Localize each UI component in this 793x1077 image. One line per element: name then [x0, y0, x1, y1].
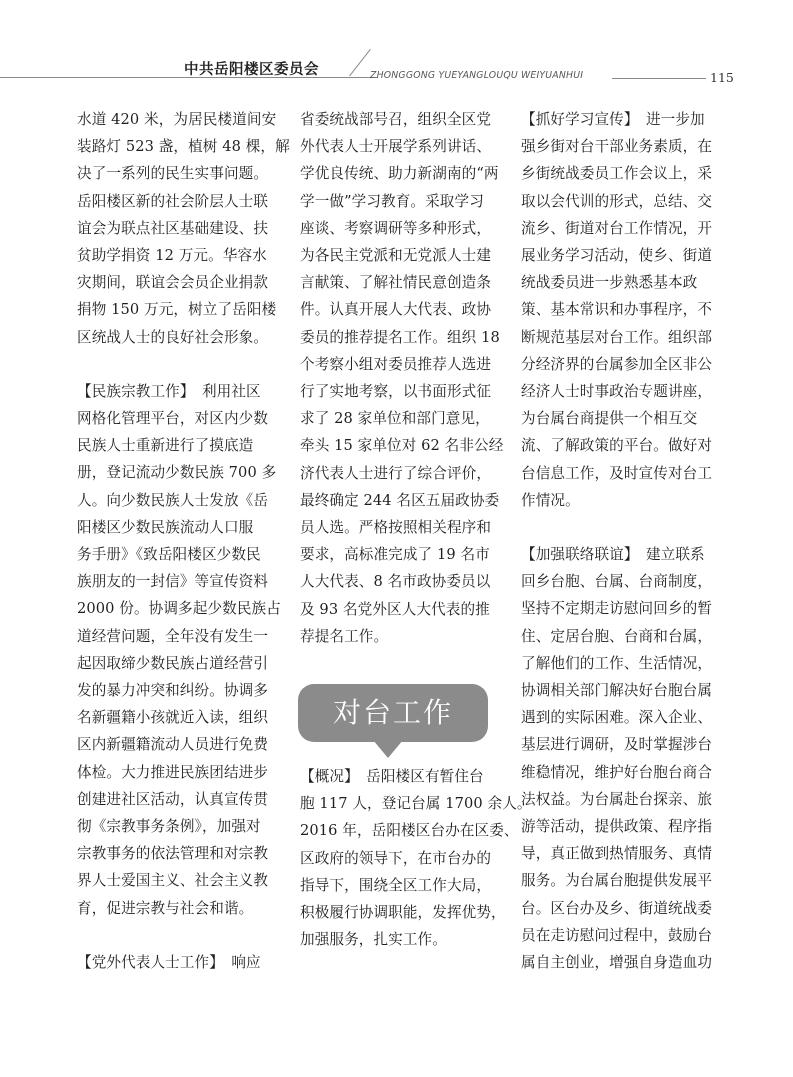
text-line: 员人选。严格按照相关程序和 [300, 519, 492, 537]
paragraph [300, 763, 532, 953]
text-line: 族朋友的一封信》等宣传资料 [77, 573, 269, 591]
page-number: 115 [710, 70, 734, 85]
text-line: 维稳情况，维护好台胞台商合 [521, 763, 713, 781]
text-line: 导，真正做到热情服务、真情 [521, 845, 713, 863]
text-line: 乡街统战委员工作会议上，采 [521, 165, 713, 183]
text-line: 网格化管理平台，对区内少数 [77, 410, 269, 428]
running-header-pinyin: ZHONGGONG YUEYANGLOUQU WEIYUANHUI [370, 70, 584, 81]
text-line: 【民族宗教工作】 利用社区 [77, 382, 261, 400]
text-line: 行了实地考察，以书面形式征 [300, 383, 492, 401]
text-line: 阳楼区少数民族流动人口服 [77, 518, 254, 536]
text-line: 策、基本常识和办事程序，不 [521, 301, 713, 319]
text-line: 强乡街对台干部业务素质，在 [521, 138, 713, 156]
paragraph [77, 949, 277, 976]
text-line: 2016 年，岳阳楼区台办在区委、 [300, 822, 519, 840]
text-line: 属自主创业，增强自身造血功 [521, 954, 713, 972]
text-line: 遇到的实际困难。深入企业、 [521, 709, 713, 727]
text-line: 【概况】 岳阳楼区有暂住台 [300, 768, 484, 786]
text-line: 指导下，围绕全区工作大局， [300, 876, 492, 894]
text-line: 育，促进宗教与社会和谐。 [77, 899, 254, 917]
text-line: 断规范基层对台工作。组织部 [521, 328, 713, 346]
text-line: 胞 117 人，登记台属 1700 余人。 [300, 795, 532, 813]
text-line: 取以会代训的形式，总结、交 [521, 192, 713, 210]
text-line: 【党外代表人士工作】 响应 [77, 953, 261, 971]
text-line: 游等活动，提供政策、程序指 [521, 818, 713, 836]
text-line: 【加强联络联谊】 建立联系 [521, 546, 705, 564]
text-line: 发的暴力冲突和纠纷。协调多 [77, 682, 269, 700]
text-line: 分经济界的台属参加全区非公 [521, 355, 713, 373]
text-column-2 [300, 106, 532, 953]
text-line: 济代表人士进行了综合评价， [300, 464, 492, 482]
text-line: 人大代表、8 名市政协委员以 [300, 573, 491, 591]
section-heading-bubble-tail [373, 740, 403, 758]
paragraph [521, 541, 721, 976]
text-line: 求了 28 家单位和部门意见， [300, 410, 490, 428]
text-line: 加强服务，扎实工作。 [300, 931, 447, 949]
text-line: 灾期间，联谊会会员企业捐款 [77, 274, 269, 292]
header-rule-right [612, 78, 706, 79]
text-line: 及 93 名党外区人大代表的推 [300, 600, 490, 618]
paragraph [77, 106, 290, 351]
text-line: 最终确定 244 名区五届政协委 [300, 491, 500, 509]
text-line: 人。向少数民族人士发放《岳 [77, 491, 269, 509]
text-line: 言献策、了解社情民意创造条 [300, 274, 492, 292]
text-line: 展业务学习活动，使乡、街道 [521, 247, 713, 265]
text-line: 决了一系列的民生实事问题。 [77, 165, 269, 183]
text-line: 区内新疆籍流动人员进行免费 [77, 736, 269, 754]
text-line: 道经营问题，全年没有发生一 [77, 627, 269, 645]
text-column-1 [77, 106, 290, 976]
text-line: 谊会为联点社区基础建设、扶 [77, 219, 269, 237]
text-line: 件。认真开展人大代表、政协 [300, 301, 492, 319]
paragraph [77, 378, 281, 922]
text-line: 省委统战部号召，组织全区党 [300, 111, 492, 128]
text-line: 基层进行调研，及时掌握涉台 [521, 736, 713, 754]
text-line: 册，登记流动少数民族 700 多 [77, 464, 277, 482]
text-line: 民族人士重新进行了摸底造 [77, 437, 254, 455]
text-line: 法权益。为台属赴台探亲、旅 [521, 790, 713, 808]
text-line: 务手册》《致岳阳楼区少数民 [77, 546, 261, 564]
text-line: 台。区台办及乡、街道统战委 [521, 899, 713, 917]
text-line: 统战委员进一步熟悉基本政 [521, 274, 698, 292]
text-line: 台信息工作，及时宣传对台工 [521, 464, 713, 482]
text-line: 要求，高标准完成了 19 名市 [300, 546, 490, 564]
text-line: 装路灯 523 盏，植树 48 棵，解 [77, 138, 290, 156]
header-slash-divider [349, 49, 371, 76]
text-line: 起因取缔少数民族占道经营引 [77, 654, 269, 672]
text-line: 回乡台胞、台属、台商制度， [521, 573, 713, 591]
text-line: 学优良传统、助力新湖南的“两 [300, 165, 499, 183]
text-line: 区统战人士的良好社会形象。 [77, 328, 269, 346]
text-line: 贫助学捐资 12 万元。华容水 [77, 247, 267, 265]
text-line: 区政府的领导下，在市台办的 [300, 849, 492, 867]
text-line: 住、定居台胞、台商和台属， [521, 627, 713, 645]
paragraph [300, 106, 504, 650]
text-line: 彻《宗教事务条例》，加强对 [77, 818, 261, 836]
text-line: 外代表人士开展学系列讲话、 [300, 138, 492, 156]
text-line: 2000 份。协调多起少数民族占 [77, 600, 281, 618]
text-line: 岳阳楼区新的社会阶层人士联 [77, 192, 269, 210]
text-line: 作情况。 [521, 491, 580, 509]
section-heading: 对台工作 [332, 696, 453, 729]
text-line: 学一做”学习教育。采取学习 [300, 192, 484, 210]
text-line: 界人士爱国主义、社会主义教 [77, 872, 269, 890]
text-line: 座谈、考察调研等多种形式， [300, 219, 492, 237]
text-line: 为台属台商提供一个相互交 [521, 410, 698, 428]
text-line: 体检。大力推进民族团结进步 [77, 763, 269, 781]
running-header-title: 中共岳阳楼区委员会 [184, 62, 319, 78]
text-line: 经济人士时事政治专题讲座， [521, 383, 713, 401]
text-column-3 [521, 106, 721, 976]
text-line: 为各民主党派和无党派人士建 [300, 247, 492, 265]
text-line: 员在走访慰问过程中，鼓励台 [521, 926, 713, 944]
paragraph [521, 106, 721, 514]
text-line: 【抓好学习宣传】 进一步加 [521, 111, 705, 128]
text-line: 委员的推荐提名工作。组织 18 [300, 328, 500, 346]
text-line: 坚持不定期走访慰问回乡的暂 [521, 600, 713, 618]
text-line: 水道 420 米，为居民楼道间安 [77, 111, 277, 128]
text-line: 宗教事务的依法管理和对宗教 [77, 845, 269, 863]
text-line: 个考察小组对委员推荐人选进 [300, 355, 492, 373]
text-line: 名新疆籍小孩就近入读，组织 [77, 709, 269, 727]
text-line: 创建进社区活动，认真宣传贯 [77, 790, 269, 808]
text-line: 牵头 15 家单位对 62 名非公经 [300, 437, 504, 455]
text-line: 捐物 150 万元，树立了岳阳楼 [77, 301, 277, 319]
text-line: 了解他们的工作、生活情况， [521, 654, 713, 672]
text-line: 协调相关部门解决好台胞台属 [521, 682, 713, 700]
text-line: 流乡、街道对台工作情况，开 [521, 219, 713, 237]
text-line: 流、了解政策的平台。做好对 [521, 437, 713, 455]
text-line: 服务。为台属台胞提供发展平 [521, 872, 713, 890]
text-line: 荐提名工作。 [300, 627, 389, 645]
text-line: 积极履行协调职能，发挥优势， [300, 904, 506, 922]
